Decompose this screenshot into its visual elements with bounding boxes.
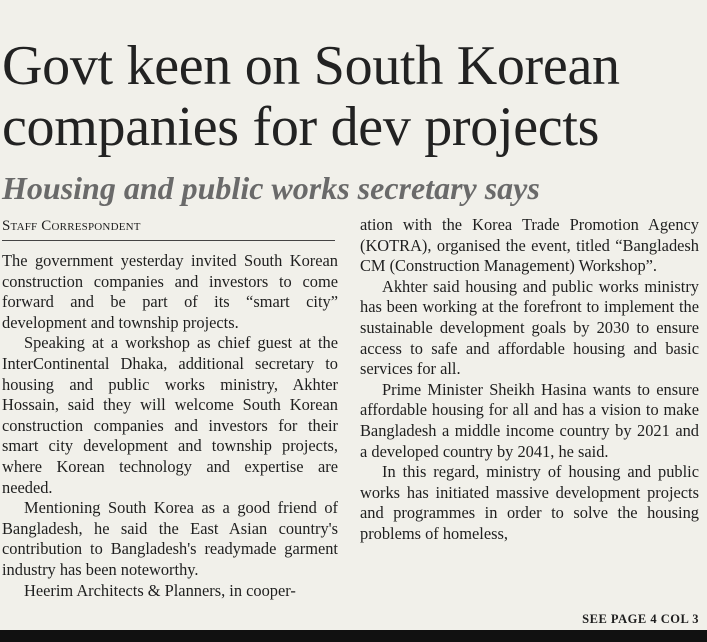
subheadline: Housing and public works secretary says (2, 170, 540, 206)
paragraph: Mentioning South Korea as a good friend of Bangladesh, he said the East Asian country's contribution to Bangladesh's readymade garment industry has been noteworthy. (2, 498, 338, 579)
headline-line-2: companies for dev projects (2, 96, 600, 158)
paragraph: The government yesterday invited South Korean construction companies and investors to come forward and be part of its “smart city” development and township projects. (2, 251, 338, 332)
continued-jump-line: SEE PAGE 4 COL 3 (582, 612, 699, 626)
paragraph: ation with the Korea Trade Promotion Agency (KOTRA), organised the event, titled “Bangladesh CM (Construction Management) Workshop”. (360, 215, 699, 276)
paragraph: Heerim Architects & Planners, in cooper- (24, 580, 296, 600)
paragraph: In this regard, ministry of housing and public works has initiated massive development projects and programmes in order to solve the housing problems of homeless, (360, 462, 699, 543)
headline (2, 36, 706, 158)
paragraph: Akhter said housing and public works ministry has been working at the forefront to implement the sustainable development goals by 2030 to ensure access to safe and affordable housing and basic services for all. (360, 276, 699, 379)
headline-line-1: Govt keen on South Korean (2, 35, 620, 97)
article-column-1 (2, 251, 338, 601)
byline: Staff Correspondent (2, 218, 335, 241)
page-edge-shadow (0, 630, 707, 642)
paragraph: Speaking at a workshop as chief guest at the InterContinental Dhaka, additional secretary to housing and public works ministry, Akhter Hossain, said they will welcome South Korean construction companies and investors for their smart city development and township projects, where Korean technology and expertise are needed. (2, 333, 338, 497)
paragraph: Prime Minister Sheikh Hasina wants to ensure affordable housing for all and has a vision to make Bangladesh a middle income country by 2021 and a developed country by 2041, he said. (360, 379, 699, 461)
article-column-2 (360, 215, 699, 545)
